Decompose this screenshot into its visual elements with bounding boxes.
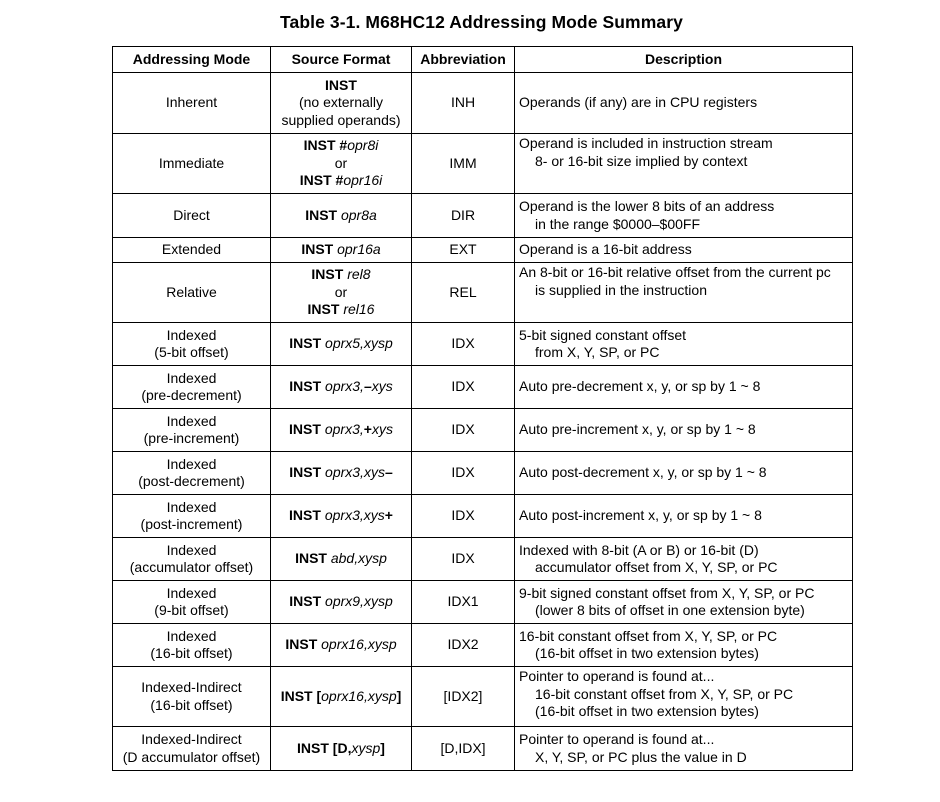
mode-line: (9-bit offset) xyxy=(154,602,229,618)
format-bold-part: INST [ xyxy=(280,687,322,704)
header-source-format: Source Format xyxy=(271,47,412,73)
format-bold-part: INST xyxy=(295,550,331,567)
format-line xyxy=(271,464,411,482)
format-line xyxy=(271,550,411,568)
mode-line: (16-bit offset) xyxy=(150,645,233,661)
description-line: Auto post-increment x, y, or sp by 1 ~ 8 xyxy=(519,507,762,524)
mode-line: Indexed xyxy=(166,369,217,386)
format-plain-part: or xyxy=(334,154,348,171)
cell-description xyxy=(515,538,853,581)
cell-abbreviation: IDX xyxy=(412,366,515,409)
format-line xyxy=(271,155,411,173)
description-line: Pointer to operand is found at... xyxy=(519,731,715,747)
mode-line: Direct xyxy=(173,206,210,223)
description-line: 16-bit constant offset from X, Y, SP, or PC xyxy=(519,627,778,644)
mode-line: Indexed xyxy=(166,584,217,601)
description-line: Auto post-decrement x, y, or sp by 1 ~ 8 xyxy=(519,464,767,481)
format-line xyxy=(271,421,411,439)
mode-line: (5-bit offset) xyxy=(154,344,229,360)
header-addressing-mode: Addressing Mode xyxy=(113,47,271,73)
cell-source-format xyxy=(271,409,412,452)
format-italic-part: oprx3, xyxy=(325,378,364,395)
description-line: 8- or 16-bit size implied by context xyxy=(535,152,748,169)
cell-description xyxy=(515,452,853,495)
format-bold-part: INST [D, xyxy=(297,739,352,756)
cell-addressing-mode xyxy=(113,667,271,727)
cell-description xyxy=(515,409,853,452)
format-bold-part: INST xyxy=(307,301,344,318)
description-line: Auto pre-increment x, y, or sp by 1 ~ 8 xyxy=(519,421,756,438)
format-line xyxy=(271,112,411,130)
table-title: Table 3-1. M68HC12 Addressing Mode Summary xyxy=(280,12,683,32)
format-line xyxy=(271,593,411,611)
cell-description xyxy=(515,366,853,409)
format-italic-part: xys xyxy=(371,421,393,438)
table-row xyxy=(113,495,853,538)
format-line xyxy=(271,94,411,112)
table-row xyxy=(113,323,853,366)
table-row xyxy=(113,667,853,727)
cell-description xyxy=(515,194,853,238)
cell-abbreviation: EXT xyxy=(412,238,515,263)
mode-line: Indexed xyxy=(166,455,217,472)
format-bold-part: INST xyxy=(289,421,325,438)
table-row xyxy=(113,581,853,624)
description-line: (16-bit offset in two extension bytes) xyxy=(535,703,759,719)
format-line xyxy=(271,740,411,758)
cell-addressing-mode xyxy=(113,263,271,323)
cell-source-format xyxy=(271,581,412,624)
format-italic-part: oprx3,xys xyxy=(324,507,385,524)
description-line: An 8-bit or 16-bit relative offset from the current pc xyxy=(519,264,831,280)
cell-addressing-mode xyxy=(113,194,271,238)
format-line xyxy=(271,335,411,353)
format-line xyxy=(271,301,411,319)
cell-source-format xyxy=(271,538,412,581)
description-line: (lower 8 bits of offset in one extension byte) xyxy=(535,602,805,618)
cell-addressing-mode xyxy=(113,323,271,366)
mode-line: Indexed xyxy=(166,627,217,644)
description-line: Operands (if any) are in CPU registers xyxy=(519,94,758,111)
cell-description xyxy=(515,667,853,727)
format-bold-part: INST xyxy=(285,636,322,653)
description-line: Operand is the lower 8 bits of an address xyxy=(519,198,775,214)
format-line xyxy=(271,77,411,95)
cell-abbreviation: [IDX2] xyxy=(412,667,515,727)
cell-addressing-mode xyxy=(113,134,271,194)
cell-abbreviation: [D,IDX] xyxy=(412,727,515,771)
description-line: Auto pre-decrement x, y, or sp by 1 ~ 8 xyxy=(519,378,761,395)
format-line xyxy=(271,172,411,190)
cell-addressing-mode xyxy=(113,581,271,624)
cell-abbreviation: IDX xyxy=(412,409,515,452)
description-line: is supplied in the instruction xyxy=(535,281,707,298)
format-line xyxy=(271,137,411,155)
description-line: Indexed with 8-bit (A or B) or 16-bit (D) xyxy=(519,541,759,558)
table-row xyxy=(113,727,853,771)
table-row xyxy=(113,194,853,238)
cell-description xyxy=(515,134,853,194)
format-italic-part: oprx16,xysp xyxy=(321,636,397,653)
cell-abbreviation: IDX2 xyxy=(412,624,515,667)
cell-description xyxy=(515,495,853,538)
table-row xyxy=(113,134,853,194)
addressing-mode-table xyxy=(112,46,853,771)
description-line: in the range $0000–$00FF xyxy=(535,215,701,232)
mode-line: (16-bit offset) xyxy=(150,696,233,713)
cell-source-format xyxy=(271,194,412,238)
mode-line: (accumulator offset) xyxy=(129,559,254,575)
format-bold-part: INST xyxy=(289,464,326,481)
format-plain-part: or xyxy=(334,283,348,300)
description-line: 16-bit constant offset from X, Y, SP, or PC xyxy=(535,685,794,702)
format-bold-part: INST xyxy=(311,266,348,283)
description-line: from X, Y, SP, or PC xyxy=(535,344,660,360)
format-italic-part: abd,xysp xyxy=(330,550,387,567)
format-plain-part: (no externally xyxy=(298,94,384,111)
cell-source-format xyxy=(271,667,412,727)
format-italic-part: oprx3, xyxy=(324,421,364,438)
format-bold-part: INST xyxy=(289,507,325,524)
format-italic-part: xysp xyxy=(351,739,381,756)
cell-source-format xyxy=(271,495,412,538)
format-plain-part: supplied operands) xyxy=(281,111,401,128)
cell-abbreviation: IDX xyxy=(412,452,515,495)
format-italic-part: xys xyxy=(371,378,393,395)
format-bold-part: INST # xyxy=(303,137,348,154)
format-italic-part: oprx3,xys xyxy=(325,464,385,481)
cell-abbreviation: DIR xyxy=(412,194,515,238)
cell-addressing-mode xyxy=(113,238,271,263)
format-italic-part: opr8a xyxy=(340,206,377,223)
format-line xyxy=(271,266,411,284)
format-bold-part: ] xyxy=(396,687,402,704)
format-bold-part: + xyxy=(363,421,372,438)
mode-line: (pre-decrement) xyxy=(141,387,242,403)
table-row xyxy=(113,73,853,134)
format-italic-part: oprx16,xysp xyxy=(321,687,397,704)
format-bold-part: INST xyxy=(289,335,326,352)
cell-source-format xyxy=(271,727,412,771)
format-bold-part: INST xyxy=(301,241,338,258)
format-line xyxy=(271,378,411,396)
format-bold-part: – xyxy=(363,378,372,395)
cell-description xyxy=(515,323,853,366)
mode-line: (pre-increment) xyxy=(143,430,240,446)
cell-source-format xyxy=(271,624,412,667)
cell-addressing-mode xyxy=(113,409,271,452)
format-line xyxy=(271,636,411,654)
header-description: Description xyxy=(515,47,853,73)
format-italic-part: opr16a xyxy=(337,241,381,258)
format-bold-part: ] xyxy=(380,739,385,756)
description-line: 9-bit signed constant offset from X, Y, SP, or PC xyxy=(519,584,815,601)
table-row xyxy=(113,238,853,263)
cell-abbreviation: IDX xyxy=(412,323,515,366)
header-abbreviation: Abbreviation xyxy=(412,47,515,73)
format-italic-part: rel16 xyxy=(343,301,375,318)
mode-line: Relative xyxy=(166,283,217,300)
mode-line: Indexed xyxy=(166,412,217,429)
format-bold-part: INST xyxy=(305,206,341,223)
table-row xyxy=(113,366,853,409)
mode-line: (post-decrement) xyxy=(138,473,245,489)
description-line: X, Y, SP, or PC plus the value in D xyxy=(535,748,747,765)
cell-description xyxy=(515,624,853,667)
format-line xyxy=(271,688,411,706)
mode-line: (D accumulator offset) xyxy=(122,748,261,765)
description-line: Operand is a 16-bit address xyxy=(519,241,692,258)
table-row xyxy=(113,452,853,495)
mode-line: Indexed-Indirect xyxy=(141,731,242,747)
mode-line: Inherent xyxy=(165,94,218,111)
description-line: (16-bit offset in two extension bytes) xyxy=(535,645,759,661)
mode-line: Immediate xyxy=(158,154,225,171)
table-row xyxy=(113,263,853,323)
format-bold-part: INST xyxy=(289,593,326,610)
cell-description xyxy=(515,73,853,134)
cell-source-format xyxy=(271,366,412,409)
description-line: Operand is included in instruction stream xyxy=(519,135,773,151)
table-row xyxy=(113,624,853,667)
description-line: 5-bit signed constant offset xyxy=(519,326,687,343)
cell-description xyxy=(515,727,853,771)
cell-description xyxy=(515,581,853,624)
cell-addressing-mode xyxy=(113,73,271,134)
cell-source-format xyxy=(271,452,412,495)
format-italic-part: oprx9,xysp xyxy=(325,593,393,610)
format-bold-part: + xyxy=(384,507,393,524)
cell-abbreviation: INH xyxy=(412,73,515,134)
cell-abbreviation: REL xyxy=(412,263,515,323)
table-header-row xyxy=(113,47,853,73)
format-line xyxy=(271,284,411,302)
format-italic-part: opr16i xyxy=(343,172,383,189)
cell-description xyxy=(515,238,853,263)
format-italic-part: rel8 xyxy=(347,266,371,283)
cell-description xyxy=(515,263,853,323)
mode-line: Indexed xyxy=(166,541,217,558)
cell-source-format xyxy=(271,323,412,366)
table-row xyxy=(113,409,853,452)
cell-addressing-mode xyxy=(113,495,271,538)
format-line xyxy=(271,241,411,259)
cell-addressing-mode xyxy=(113,452,271,495)
mode-line: Extended xyxy=(161,241,222,258)
mode-line: (post-increment) xyxy=(140,516,243,532)
table-row xyxy=(113,538,853,581)
mode-line: Indexed xyxy=(166,498,217,515)
cell-source-format xyxy=(271,73,412,134)
format-italic-part: opr8i xyxy=(347,137,379,154)
cell-addressing-mode xyxy=(113,727,271,771)
format-bold-part: INST # xyxy=(299,172,344,189)
cell-abbreviation: IMM xyxy=(412,134,515,194)
cell-source-format xyxy=(271,134,412,194)
cell-source-format xyxy=(271,263,412,323)
cell-abbreviation: IDX xyxy=(412,495,515,538)
format-line xyxy=(271,207,411,225)
format-line xyxy=(271,507,411,525)
format-bold-part: – xyxy=(384,464,393,481)
format-bold-part: INST xyxy=(289,378,326,395)
mode-line: Indexed-Indirect xyxy=(141,679,242,695)
format-italic-part: oprx5,xysp xyxy=(325,335,393,352)
mode-line: Indexed xyxy=(166,326,217,343)
cell-abbreviation: IDX xyxy=(412,538,515,581)
format-bold-part: INST xyxy=(325,76,357,93)
cell-source-format xyxy=(271,238,412,263)
cell-abbreviation: IDX1 xyxy=(412,581,515,624)
cell-addressing-mode xyxy=(113,366,271,409)
description-line: accumulator offset from X, Y, SP, or PC xyxy=(535,559,778,575)
cell-addressing-mode xyxy=(113,624,271,667)
cell-addressing-mode xyxy=(113,538,271,581)
description-line: Pointer to operand is found at... xyxy=(519,668,715,684)
